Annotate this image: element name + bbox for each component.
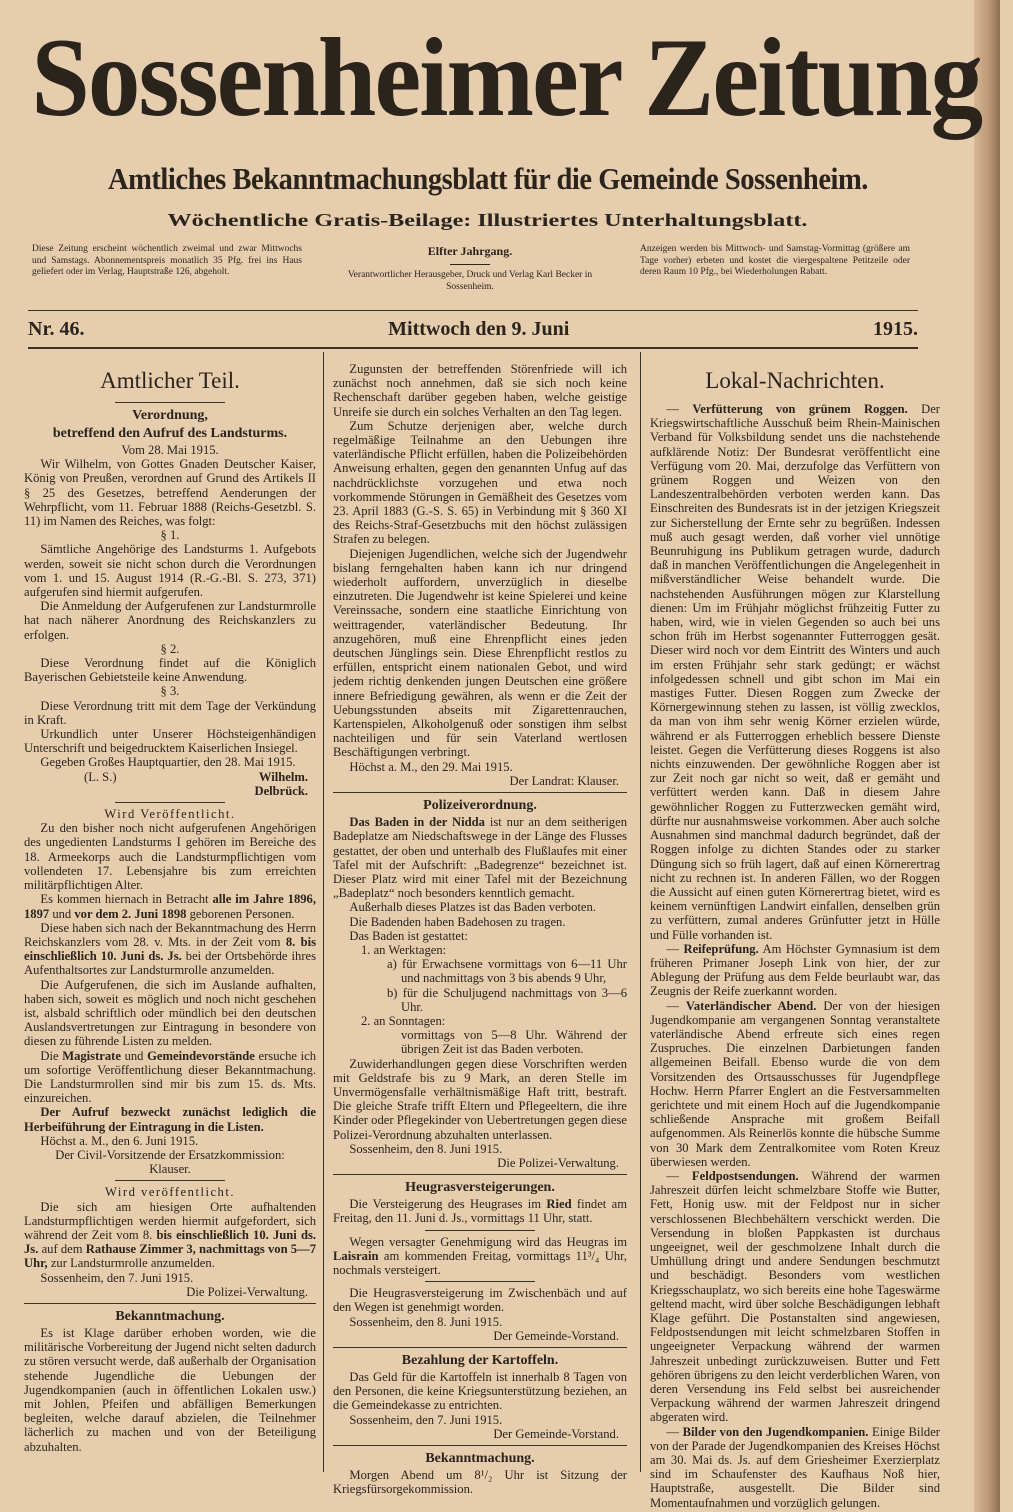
paragraph — [24, 656, 316, 684]
paragraph — [24, 457, 316, 528]
paragraph — [333, 1235, 627, 1278]
section-heading: Lokal-Nachrichten. — [705, 368, 885, 393]
paragraph — [24, 821, 316, 892]
paragraph — [24, 599, 316, 642]
paragraph — [650, 1169, 940, 1425]
text: Diese Verordnung findet auf die Königlich Bayerischen Gebietsteile keine Anwendung. — [24, 656, 316, 685]
bold-text: Reifeprüfung. — [683, 941, 759, 956]
centered-line: Klauser. — [149, 1162, 191, 1177]
short-divider — [115, 802, 225, 803]
masthead-subtitle: Amtliches Bekanntmachungsblatt für die Gemeinde Sossenheim. — [107, 161, 868, 196]
text: Wir Wilhelm, von Gottes Gnaden Deutscher Kaiser, König von Preußen, verordnen auf Grund des Artikels II § 25 des Gesetzes, betreffend Aenderungen der Wehrpflicht, vom 11. Februar 1888 (Reichs-Gesetzbl. S. 11) im Namen des Reiches, was folgt: — [24, 457, 316, 529]
masthead-title: Sossenheimer Zeitung — [31, 16, 982, 140]
text: Das Geld für die Kartoffeln ist innerhalb 8 Tagen von den Personen, die keine Kriegsunterstützung beziehen, an die Gemeindekasse zu entrichten. — [333, 1370, 627, 1413]
paragraph — [333, 900, 627, 914]
text: — — [666, 402, 693, 416]
seal: (L. S.) — [84, 769, 117, 784]
text: Zu den bisher noch nicht aufgerufenen Angehörigen des ungedienten Landsturms I gehören im Bereiche des 18. Armeekorps auch die Landsturmpflichtigen vom vollendeten 17. Lebensjahre bis zum erreichten militärpflichtigen Alter. — [24, 821, 316, 893]
text: Die Aufgerufenen, die sich im Auslande aufhalten, haben sich, soweit es möglich und noch nicht geschehen ist, alsbald schriftlich oder mündlich bei den deutschen Auslandsvertretungen zur Eintragung in besondere von diesen zu führende Listen zu melden. — [24, 977, 316, 1049]
paragraph — [333, 915, 627, 929]
column-3 — [650, 362, 941, 1510]
text: Die Badenden haben Badehosen zu tragen. — [349, 914, 566, 929]
paragraph — [24, 892, 316, 920]
short-divider — [425, 1281, 535, 1282]
masthead-title-line — [0, 8, 982, 148]
notice-heading: Wird Veröffentlicht. — [104, 807, 236, 822]
text: Es ist Klage darüber erhoben worden, wie die militärische Vorbereitung der Jugend nicht selten dadurch zu stören versucht werde, daß außerhalb der Organisation stehende Jugendliche die Uebungen der Jugendkompanien (auch in öffentlichen Lokalen usw.) mit Johlen, Pfeifen und abfälligen Bemerkungen begleiten, welche darauf abzielen, die Teilnehmer lächerlich zu machen und von der Beteiligung abzuhalten. — [24, 1325, 316, 1454]
column-2 — [333, 362, 627, 1497]
text: Gegeben Großes Hauptquartier, den 28. Mai 1915. — [40, 755, 296, 770]
text: ersuche ich um sofortige Veröffentlichung dieser Bekanntmachung. Die Landsturmrollen sind mir bis zum 15. ds. Mts. einzureichen. — [24, 1048, 316, 1106]
bold-text: Das Baden in der Nidda — [349, 815, 485, 830]
paragraph — [24, 542, 316, 599]
issue-number: Nr. 46. — [28, 317, 85, 340]
bold-text: Ried — [546, 1197, 572, 1212]
text: Wegen versagter Genehmigung wird das Heugras im — [349, 1234, 627, 1249]
signature: Die Polizei-Verwaltung. — [497, 1155, 619, 1170]
text: Sossenheim, den 7. Juni 1915. — [40, 1270, 194, 1285]
bold-text: Feldpostsendungen. — [691, 1168, 799, 1183]
paragraph — [333, 929, 627, 943]
text: Urkundlich unter Unserer Höchsteigenhändigen Unterschrift und beigedrucktem Kaiserlichen Insiegel. — [24, 727, 316, 756]
bold-text: Vaterländischer Abend. — [685, 998, 817, 1013]
paragraph — [24, 727, 316, 755]
bold-text: bis einschließlich 10. Juni ds. Js. — [24, 1227, 316, 1257]
divider — [333, 1174, 627, 1175]
paragraph — [333, 1057, 627, 1142]
bold-text: Bilder von den Jugendkompanien. — [682, 1424, 869, 1439]
signatory-name: Wilhelm. — [258, 769, 308, 784]
text: Die Heugrasversteigerung im Zwischenbäch und auf den Wegen ist genehmigt worden. — [333, 1286, 627, 1315]
text: Die Versteigerung des Heugrases im — [349, 1197, 547, 1212]
bold-text: Der Aufruf bezweckt zunächst lediglich die Herbeiführung der Eintragung in die Listen. — [24, 1105, 316, 1134]
text: Der von der hiesigen Jugendkompanie am vergangenen Sonntag veranstaltete vaterländische Abend erfreute sich eines regen Zuspruches. Die einzelnen Darbietungen fanden allgemeinen Beifall. Ebenso wurde die von dem Vorsitzenden des Ortsausschusses für Jugendpflege Hochw. Herrn Pfarrer Englert an die Festversammelten gerichtete und mit einem Hoch auf die Jugendkompanie schließende Ansprache mit großem Beifall aufgenommen. Als Reinerlös konnte die hübsche Summe von 30 Mark dem Zentralkomitee vom Roten Kreuz überwiesen werden. — [650, 998, 941, 1169]
column-1 — [24, 362, 316, 1482]
paragraph — [333, 760, 627, 774]
notice-heading: Wird veröffentlicht. — [105, 1185, 235, 1200]
text: — — [666, 1424, 683, 1439]
issue-date: Mittwoch den 9. Juni — [388, 317, 570, 340]
paragraph — [333, 1197, 627, 1225]
centered-line: § 3. — [160, 684, 180, 699]
text: Am Höchster Gymnasium ist dem früheren Primaner Joseph Link von hier, der zur Ablegung der Prüfung aus dem Felde beurlaubt war, das Zeugnis der Reife zuerkannt worden. — [650, 941, 940, 999]
text: Morgen Abend um 8¹/₂ Uhr ist Sitzung der Kriegsfürsorgekommission. — [333, 1468, 627, 1497]
paragraph — [333, 1286, 627, 1314]
masthead-supplement: Wöchentliche Gratis-Beilage: Illustriertes Unterhaltungsblatt. — [167, 210, 808, 230]
bold-text: Gemeindevorstände — [147, 1048, 255, 1063]
text: Das Baden ist gestattet: — [349, 928, 468, 943]
text: auf dem — [38, 1242, 86, 1257]
paragraph — [650, 942, 940, 999]
article-heading: Bekanntmachung. — [115, 1308, 225, 1324]
volume-year: Elfter Jahrgang. — [427, 244, 513, 258]
text: Einige Bilder von der Parade der Jugendkompanien des Kreises Höchst am 30. Mai ds. Js. auf dem Griesheimer Exerzierplatz sind im Schaufenster des Kaufhaus Noß hier, Hauptstraße, ausgestellt. Die Bilder sind Momentaufnahmen und vorzüglich gelungen. — [650, 1424, 940, 1510]
text: Zuwiderhandlungen gegen diese Vorschriften werden mit Geldstrafe bis zu 9 Mark, an deren Stelle im Unvermögensfalle verhältnismäßige Haft tritt, bestraft. Die gleiche Strafe trifft Eltern und Pflegeeltern, die ihre Kinder oder Pflegekinder von Uebertretungen gegen diese Polizei-Verordnung abzuhalten unterlassen. — [333, 1056, 627, 1142]
short-divider — [115, 1180, 225, 1181]
bold-text: vor dem 2. Juni 1898 — [74, 906, 187, 921]
text: Diese Verordnung tritt mit dem Tage der Verkündung in Kraft. — [24, 698, 316, 727]
paragraph — [333, 547, 627, 760]
text: Der Kriegswirtschaftliche Ausschuß beim Rhein-Mainischen Verband für Volksbildung sendet uns die nachstehende aufklärende Notiz: Der Bundesrat veröffentlicht eine Verfügung vom 20. Mai, derzufolge das Verfüttern von grünem Roggen und Weizen von den Landeszentralbehörden verboten werden kann. Das Einschreiten des Bundesrats ist in der jetzigen Kriegszeit zur Sicherstellung der Ernte sehr zu begrüßen. Indessen muß auch gesagt werden, daß vorher viel unnötige Beunruhigung ins Publikum getragen wurde, dadurch daß in manchen Veröffentlichungen die Angelegenheit in mißverständlicher Weise behandelt wurde. Die nachstehenden Ausführungen mögen zur Klarstellung dienen: Um im Frühjahr möglichst frühzeitig Futter zu haben, wird, wie in vielen Gegenden so auch bei uns schon früh im Herbst sogenannter Futterroggen gesät. Dieser wird noch vor dem Eintritt des Winters und auch im ersten Frühjahr sehr stark gedüngt; er wächst infolgedessen schnell und gibt schon im Mai ein mastiges Futter. Diesen Roggen zum Zwecke der Körnergewinnung stehen zu lassen, ist völlig zwecklos, da man von ihm sehr wenig Körner erzielen würde, während er als Futterroggen erheblich bessere Dienste leistet. Gegen die Verfütterung dieses Roggens ist also nichts einzuwenden. Der gewöhnliche Roggen aber ist zur Zeit noch gar nicht so weit, daß er gemäht und verfüttert werden kann. Daß in diesem Jahre gewöhnlicher Roggen zu Futterzwecken gemäht wird, dürfte nur ausnahmsweise vorkommen. Aber auch solche Ausnahmen sind manchmal dadurch begründet, daß der Roggen infolge zu dichten Standes oder zu starker Düngung sich so früh lagert, daß auf einen Körnerertrag nicht zu rechnen ist. In anderen Fällen, wo der Roggen die Aussicht auf einen guten Körnerertrag bietet, wird es keinem vernünftigen Landwirt einfallen, denselben grün zu verfüttern, zumal anderes Grünfutter jetzt in Hülle und Fülle vorhanden ist. — [650, 402, 941, 942]
text: Zugunsten der betreffenden Störenfriede will ich zunächst noch annehmen, daß sie sich noch keine Rechenschaft darüber gegeben haben, welche geistige Unreife sie durch ein solches Verhalten an den Tag legen. — [333, 362, 627, 419]
text: — — [666, 941, 684, 956]
paragraph — [650, 1425, 940, 1510]
signatory-name: Delbrück. — [254, 783, 308, 798]
paragraph — [650, 999, 940, 1169]
paragraph — [24, 1200, 316, 1271]
paragraph — [333, 1315, 627, 1329]
bold-text: Laisrain — [333, 1248, 379, 1263]
text: Höchst a. M., den 29. Mai 1915. — [349, 759, 513, 774]
text: Während der warmen Jahreszeit dürfen leicht schmelzbare Stoffe wie Butter, Fett, Honig usw. mit der Feldpost nur in sicher verschlossenen Blechbehältern verschickt werden. Die Versendung in bloßen Pappkasten ist durchaus ungeeignet, weil der geschmolzene Inhalt durch die Umhüllung dringt und andere Sendungen beschmutzt und beschädigt. Besonders vom westlichen Kriegsschauplatz, wo sich bereits eine hohe Tageswärme geltend macht, wird über solche Beschädigungen lebhaft Klage geführt. Die Postanstalten sind angewiesen, Feldpostsendungen mit leicht schmelzbaren Stoffen in ungeeigneter Verpackung während der warmen Jahreszeit unbedingt zurückzuweisen. Butter und Fett gehören übrigens zu den leicht verderblichen Waren, von deren Versendung ins Feld selbst bei ausreichender Verpackung während der warmen Jahreszeit dringend abgeraten wird. — [650, 1168, 940, 1425]
page-edge — [974, 0, 1000, 1512]
paragraph — [333, 1468, 627, 1496]
paragraph — [24, 978, 316, 1049]
text: Es kommen hiernach in Betracht — [40, 892, 213, 907]
divider — [333, 792, 627, 793]
column-rule — [640, 352, 641, 1472]
text: Zum Schutze derjenigen aber, welche durch regelmäßige Teilnahme an den Uebungen ihre vaterländische Pflicht erfüllen, haben die Polizeibehörden Anweisung erhalten, gegen den genannten Unfug auf das nachdrücklichste vorzugehen und etwa noch vorkommende Störungen in Gemäßheit des Gesetzes vom 23. April 1883 (G.-S. S. 65) in Verbindung mit § 360 XI des Reichs-Straf-Gesetzbuchs mit den höchst zulässigen Strafen zu belegen. — [333, 418, 627, 547]
paragraph — [24, 1326, 316, 1454]
text: ist nur an dem seitherigen Badeplatze am Niedschaftswege in der Länge des Flusses gestattet, der oben und unterhalb des Flußlaufes mit einer Tafel mit der Aufschrift: „Badegrenze“ bezeichnet ist. Dieser Platz wird mit einer Tafel mit der Bezeichnung „Badeplatz“ noch besonders kenntlich gemacht. — [333, 815, 627, 901]
bold-text: 8. bis einschließlich 10. Juni ds. Js. — [24, 934, 316, 964]
bold-text: Rathause Zimmer 3, nachmittags von 5—7 Uhr, — [24, 1242, 316, 1271]
text: Sossenheim, den 8. Juni 1915. — [349, 1314, 503, 1329]
text: Die — [40, 1048, 63, 1063]
article-heading: Bezahlung der Kartoffeln. — [401, 1353, 559, 1368]
paragraph — [333, 1370, 627, 1413]
text: bei der Ortsbehörde ihres Aufenthaltsortes zur Landsturmrolle anzumelden. — [24, 949, 317, 978]
signature: Die Polizei-Verwaltung. — [186, 1284, 308, 1299]
signatories — [254, 770, 308, 798]
text: und — [49, 906, 75, 921]
paragraph — [24, 1105, 316, 1133]
centered-line: § 1. — [160, 528, 180, 543]
text: Sossenheim, den 7. Juni 1915. — [349, 1412, 503, 1427]
list-item: 2. an Sonntagen: — [361, 1013, 446, 1028]
paragraph — [333, 1142, 627, 1156]
paragraph — [333, 419, 627, 547]
signature: Der Landrat: Klauser. — [509, 773, 619, 788]
masthead-supplement-line — [0, 208, 975, 232]
text: Die sich am hiesigen Orte aufhaltenden Landsturmpflichtigen werden hiermit aufgefordert, sich während der Zeit vom 8. — [24, 1199, 316, 1242]
text: geborenen Personen. — [186, 906, 295, 921]
article-heading: Heugrasversteigerungen. — [405, 1180, 555, 1196]
short-divider — [115, 402, 225, 403]
text: Diese haben sich nach der Bekanntmachung des Herrn Reichskanzlers vom 28. v. Mts. in der Zeit vom — [24, 920, 316, 949]
subscription-info: Diese Zeitung erscheint wöchentlich zweimal und zwar Mittwochs und Samstags. Abonnementspreis monatlich 35 Pfg. frei ins Haus geliefert oder im Verlag, Hauptstraße 126, abgeholt. — [32, 244, 302, 277]
short-divider — [425, 1230, 535, 1231]
article-heading: Bekanntmachung. — [425, 1451, 535, 1467]
publisher-text: Verantwortlicher Herausgeber, Druck und Verlag Karl Becker in Sossenheim. — [347, 270, 593, 292]
divider — [333, 1347, 627, 1348]
advertising-info: Anzeigen werden bis Mittwoch- und Samstag-Vormittag (größere am Tage vorher) erbeten und kostet die viergespaltene Petitzeile oder deren Raum 10 Pfg., bei Wiederholungen Rabatt. — [640, 244, 910, 277]
list-subitem: b) für die Schuljugend nachmittags von 3—6 Uhr. — [387, 985, 627, 1014]
paragraph — [333, 362, 627, 419]
text: Höchst a. M., den 6. Juni 1915. — [40, 1133, 199, 1148]
bold-text: alle im Jahre 1896, 1897 — [24, 892, 316, 921]
centered-line: Der Civil-Vorsitzende der Ersatzkommission: — [55, 1147, 285, 1162]
signature: Der Gemeinde-Vorstand. — [493, 1328, 619, 1343]
list-subitem: a) für Erwachsene vormittags von 6—11 Uhr und nachmittags von 3 bis abends 9 Uhr, — [387, 957, 627, 986]
paragraph — [24, 699, 316, 727]
bold-text: Magistrate — [62, 1048, 121, 1063]
masthead-subtitle-line — [0, 160, 975, 198]
signature-block — [24, 770, 316, 798]
paragraph — [24, 1271, 316, 1285]
paragraph — [24, 921, 316, 978]
paragraph — [650, 402, 940, 942]
article-heading: Verordnung, — [132, 408, 208, 423]
signature: Der Gemeinde-Vorstand. — [493, 1426, 619, 1441]
text: am kommenden Freitag, vormittags 11³/₄ Uhr, nochmals versteigert. — [333, 1248, 627, 1277]
text: Außerhalb dieses Platzes ist das Baden verboten. — [349, 900, 596, 915]
text: und — [120, 1048, 148, 1063]
paragraph — [24, 1134, 316, 1148]
text: Sossenheim, den 8. Juni 1915. — [349, 1141, 503, 1156]
text: Diejenigen Jugendlichen, welche sich der Jugendwehr bislang ferngehalten haben kann ich nur dringend wiederholt auffordern, unverzüglich in dieselbe einzutreten. Die Jugendwehr ist keine Spielerei und keine Vereinssache, sondern eine staatliche Einrichtung von weittragender, vaterländischer Bedeutung. Ihr anzugehören, muß eine Ehrenpflicht eines jeden deutschen Jünglings sein. Diese Ehrenpflicht restlos zu erfüllen, entspricht einem nationalen Gebot, und wird jedem richtig denkenden jungen Deutschen eine größere innere Befriedigung gewähren, als wenn er die Zeit der Uebungsstunden abseits mit Zigarettenrauchen, Kartenspielen, Alkoholgenuß oder sonstigen ihm selbst nachteiligen und für sein Vaterland wertlosen Beschäftigungen verbringt. — [333, 546, 627, 760]
divider — [333, 1445, 627, 1446]
text: findet am Freitag, den 11. Juni d. Js., vormittags 11 Uhr, statt. — [333, 1197, 627, 1226]
paragraph — [24, 1049, 316, 1106]
list-subitem: vormittags von 5—8 Uhr. Während der übrigen Zeit ist das Baden verboten. — [401, 1028, 627, 1057]
publisher-info — [335, 244, 605, 293]
text: Die Anmeldung der Aufgerufenen zur Landsturmrolle hat nach näherer Anordnung des Reichskanzlers zu erfolgen. — [24, 599, 316, 642]
section-heading: Amtlicher Teil. — [100, 368, 240, 393]
column-rule — [323, 352, 324, 1472]
bold-text: Verfütterung von grünem Roggen. — [692, 402, 908, 416]
centered-line: Vom 28. Mai 1915. — [121, 443, 219, 457]
list-item: 1. an Werktagen: — [361, 942, 447, 957]
text: — — [666, 1168, 692, 1183]
article-heading: betreffend den Aufruf des Landsturms. — [52, 426, 288, 441]
paragraph — [333, 1413, 627, 1427]
text: — — [666, 998, 686, 1013]
article-heading: Polizeiverordnung. — [423, 798, 537, 814]
issue-year: 1915. — [872, 317, 918, 340]
dateline — [28, 310, 918, 349]
centered-line: § 2. — [160, 641, 180, 656]
text: zur Landsturmrolle anzumelden. — [47, 1256, 215, 1271]
paragraph — [333, 815, 627, 900]
divider — [450, 264, 490, 265]
divider — [24, 1303, 316, 1304]
text: Sämtliche Angehörige des Landsturms 1. Aufgebots werden, soweit sie nicht schon durch die Verordnungen vom 1. und 15. August 1914 (R.-G.-Bl. S. 273, 371) aufgerufen sind hiermit aufgerufen. — [24, 542, 316, 600]
paragraph — [24, 755, 316, 769]
